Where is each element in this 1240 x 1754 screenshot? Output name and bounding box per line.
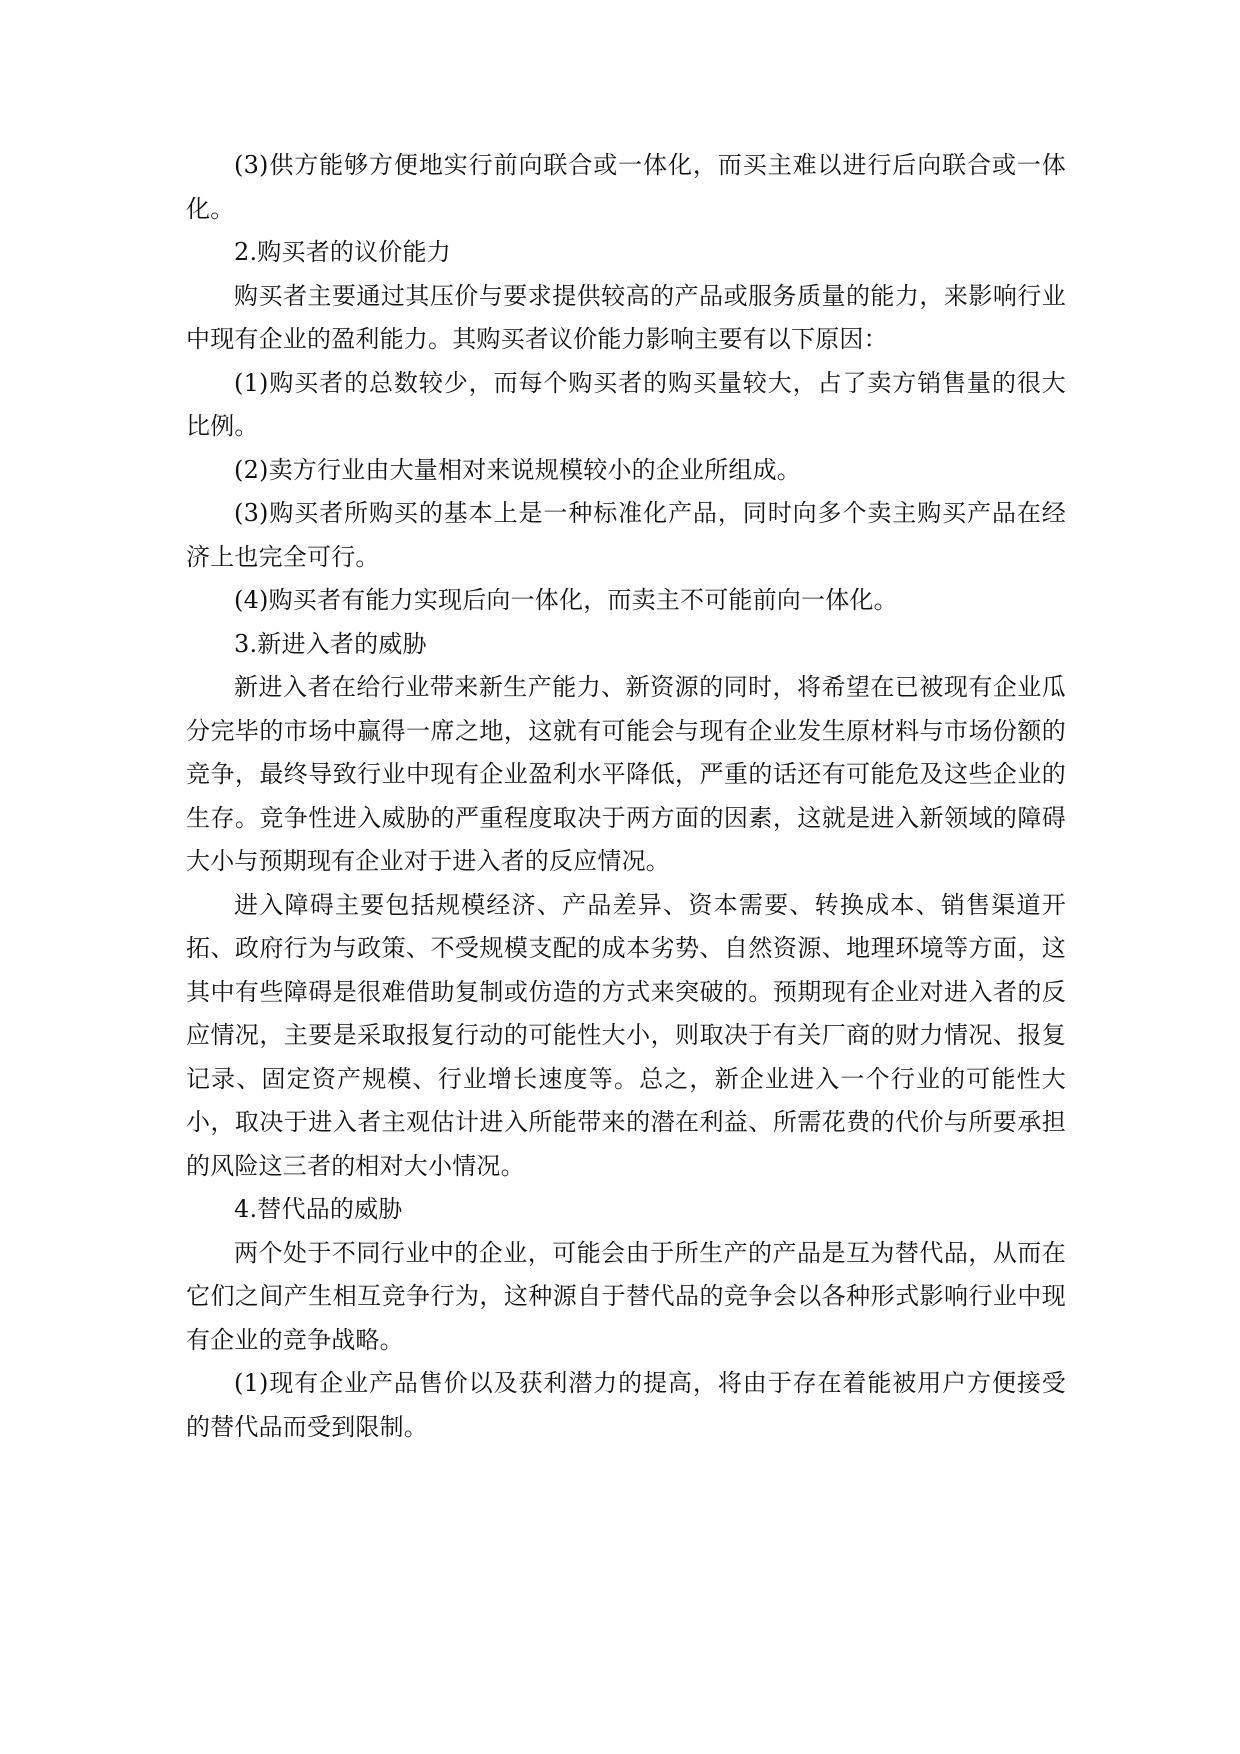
paragraph-entry-barriers: 进入障碍主要包括规模经济、产品差异、资本需要、转换成本、销售渠道开拓、政府行为与政策、不受规模支配的成本劣势、自然资源、地理环境等方面，这其中有些障碍是很难借助复制或仿造的方式来突破的。预期现有企业对进入者的反应情况，主要是采取报复行动的可能性大小，则取决于有关厂商的财力情况、报复记录、固定资产规模、行业增长速度等。总之，新企业进入一个行业的可能性大小，取决于进入者主观估计进入所能带来的潜在利益、所需花费的代价与所要承担的风险这三者的相对大小情况。 <box>186 890 1066 1180</box>
paragraph-buyer-reason-3: (3)购买者所购买的基本上是一种标准化产品，同时向多个卖主购买产品在经济上也完全可行。 <box>186 499 1066 571</box>
section-heading-new-entrants: 3.新进入者的威胁 <box>234 629 427 658</box>
section-heading-buyer-bargaining: 2.购买者的议价能力 <box>234 238 451 266</box>
paragraph-buyer-reason-2: (2)卖方行业由大量相对来说规模较小的企业所组成。 <box>234 455 801 484</box>
paragraph-substitutes-intro: 两个处于不同行业中的企业，可能会由于所生产的产品是互为替代品，从而在它们之间产生相互竞争行为，这种源自于替代品的竞争会以各种形式影响行业中现有企业的竞争战略。 <box>186 1238 1066 1354</box>
section-heading-substitutes: 4.替代品的威胁 <box>234 1195 403 1223</box>
paragraph-buyer-reason-1: (1)购买者的总数较少，而每个购买者的购买量较大，占了卖方销售量的很大比例。 <box>186 368 1066 440</box>
document-body <box>186 144 1066 1449</box>
paragraph-buyer-bargaining-intro: 购买者主要通过其压价与要求提供较高的产品或服务质量的能力，来影响行业中现有企业的盈利能力。其购买者议价能力影响主要有以下原因： <box>186 281 1066 353</box>
paragraph-new-entrants-threat: 新进入者在给行业带来新生产能力、新资源的同时，将希望在已被现有企业瓜分完毕的市场中赢得一席之地，这就有可能会与现有企业发生原材料与市场份额的竞争，最终导致行业中现有企业盈利水平降低，严重的话还有可能危及这些企业的生存。竞争性进入威胁的严重程度取决于两方面的因素，这就是进入新领域的障碍大小与预期现有企业对于进入者的反应情况。 <box>186 673 1066 875</box>
paragraph-substitutes-point-1: (1)现有企业产品售价以及获利潜力的提高，将由于存在着能被用户方便接受的替代品而受到限制。 <box>186 1369 1066 1441</box>
paragraph-buyer-reason-4: (4)购买者有能力实现后向一体化，而卖主不可能前向一体化。 <box>234 586 898 614</box>
paragraph-supplier-integration: (3)供方能够方便地实行前向联合或一体化，而买主难以进行后向联合或一体化。 <box>186 151 1066 223</box>
